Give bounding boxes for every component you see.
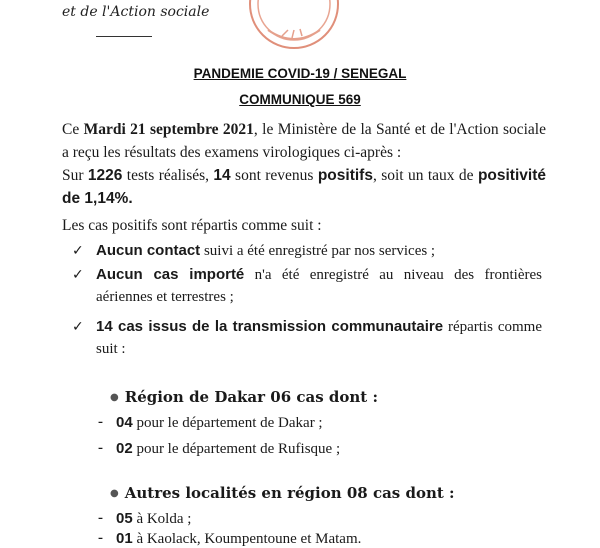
bullet-icon: ● [110, 488, 119, 499]
region-heading-other: ● Autres localités en région 08 cas dont : [110, 484, 455, 502]
distribution-intro: Les cas positifs sont répartis comme suit : [62, 217, 322, 234]
intro-paragraph: Ce Mardi 21 septembre 2021, le Ministère de la Santé et de l'Action sociale a reçu les résultats des examens virologiques ci-après : [62, 121, 546, 161]
report-date: Mardi 21 septembre 2021 [83, 121, 254, 138]
region-heading-dakar: ● Région de Dakar 06 cas dont : [110, 388, 378, 406]
check-item-community: ✓ 14 cas issus de la transmission communautaire répartis comme suit : [72, 318, 542, 357]
positives-count: 14 [213, 167, 231, 184]
tests-count: 1226 [87, 167, 123, 184]
official-stamp-icon [246, 0, 342, 52]
check-icon: ✓ [72, 267, 84, 283]
ministry-header-text: et de l'Action sociale [62, 4, 210, 20]
header-divider [96, 36, 152, 37]
positivity-rate: positivité de 1,14%. [62, 167, 546, 207]
bullet-icon: ● [110, 392, 119, 403]
check-icon: ✓ [72, 319, 84, 335]
check-item-imported: ✓ Aucun cas importé n'a été enregistré au niveau des frontières aériennes et terrestres ; [72, 266, 542, 305]
communique-number: COMMUNIQUE 569 [239, 92, 361, 107]
communique-title: PANDEMIE COVID-19 / SENEGAL [193, 66, 407, 81]
communique-page: et de l'Action sociale PANDEMIE COVID-19 / SENEGAL COMMUNIQUE 569 Ce Mardi 21 septembre 2021, le Ministère de la Santé et de l'Action sociale a reçu les résultats des examens virologiques ci-après : Sur 1226 tests réalisés, 14 sont revenus positifs, soit un taux de positivité de 1,14%. Les cas positifs sont répartis comme suit : ✓ Aucun contact suivi a été enregistré par nos services ; ✓ Aucun cas importé n'a été enregistré au niveau des frontières aériennes et terrestres ; ✓ 14 cas issus de la transmission communautaire répartis comme suit : ● Région de Dakar 06 cas dont : - 04 pour le département de Dakar ; - 02 pour le département de Rufisque ; ● Autres localités en région 08 cas dont : - 05 à Kolda ; - 01 à Kaolack, Koumpentoune et Matam. [0, 0, 600, 546]
check-item-contacts: ✓ Aucun contact suivi a été enregistré par nos services ; [62, 240, 546, 262]
check-icon: ✓ [72, 243, 84, 259]
results-paragraph: Sur 1226 tests réalisés, 14 sont revenus positifs, soit un taux de positivité de 1,14%. [62, 167, 546, 207]
